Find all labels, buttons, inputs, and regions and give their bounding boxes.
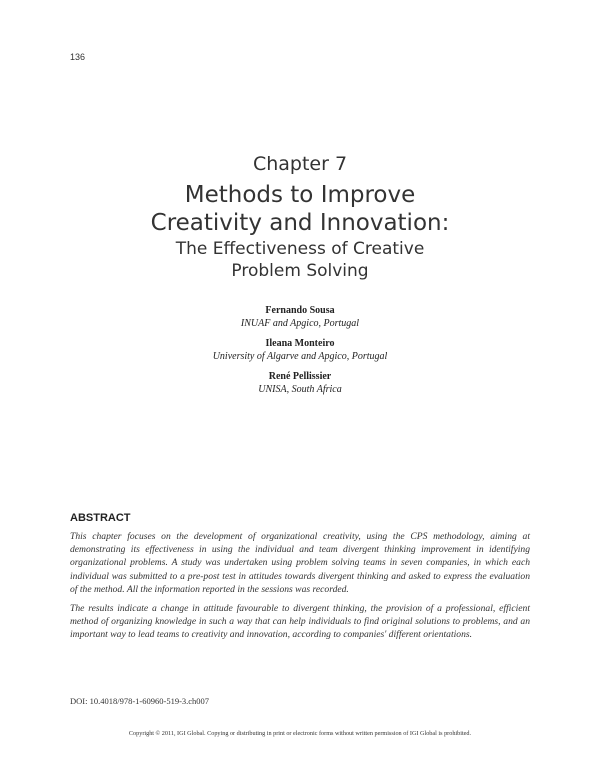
- chapter-title-line: Methods to Improve: [184, 182, 416, 208]
- doi: DOI: 10.4018/978-1-60960-519-3.ch007: [70, 696, 210, 706]
- author-name: Fernando Sousa: [265, 305, 335, 316]
- author-list: [0, 304, 600, 403]
- author-affiliation: University of Algarve and Apgico, Portugal: [212, 351, 388, 362]
- abstract-paragraph: This chapter focuses on the development of organizational creativity, using the CPS methodology, aiming at demonstrating its effectiveness in using the individual and team divergent thinking improvement in identifying organizational problems. A study was undertaken using problem solving teams in seven companies, in which each individual was submitted to a pre-post test in attitudes towards divergent thinking and asked to express the evaluation of the method. All the information reported in the sessions was recorded.: [70, 531, 530, 595]
- author-name: René Pellissier: [268, 371, 332, 382]
- copyright-notice: Copyright © 2011, IGI Global. Copying or distributing in print or electronic forms without written permission of IGI Global is prohibited.: [128, 730, 472, 737]
- author-entry: [0, 370, 600, 396]
- chapter-label: Chapter 7: [252, 153, 348, 175]
- chapter-subtitle-line: The Effectiveness of Creative: [175, 239, 425, 259]
- chapter-subtitle-line: Problem Solving: [231, 261, 369, 281]
- chapter-title-line: Creativity and Innovation:: [150, 210, 450, 236]
- abstract-paragraph: The results indicate a change in attitude favourable to divergent thinking, the provision of a professional, efficient method of organizing knowledge in such a way that can help individuals to find original solutions to problems, and an important way to lead teams to creativity and innovation, according to companies' different orientations.: [70, 603, 530, 641]
- title-block: [0, 152, 600, 282]
- abstract-heading: ABSTRACT: [70, 512, 131, 524]
- abstract-section: [70, 512, 530, 648]
- author-name: Ileana Monteiro: [265, 338, 335, 349]
- author-entry: [0, 304, 600, 330]
- author-affiliation: INUAF and Apgico, Portugal: [240, 318, 360, 329]
- chapter-subtitle: [0, 238, 600, 282]
- author-affiliation: UNISA, South Africa: [258, 384, 342, 395]
- page-number: 136: [70, 52, 86, 62]
- chapter-title: [0, 181, 600, 237]
- author-entry: [0, 337, 600, 363]
